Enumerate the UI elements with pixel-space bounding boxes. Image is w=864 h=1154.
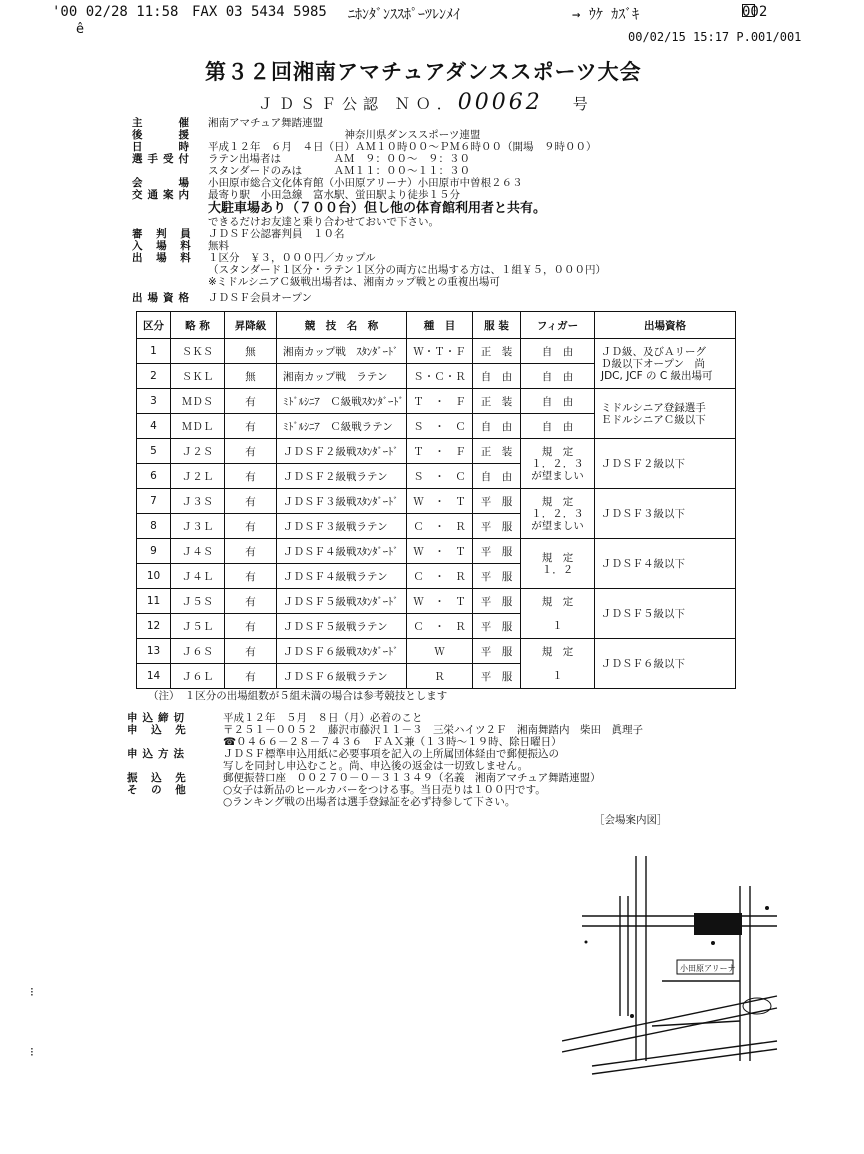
events-cell: Ｗ ・ Ｔ: [407, 489, 473, 514]
fax-recipient: → ｳｹ ｶｽﾞｷ: [572, 7, 640, 23]
events-cell: Ｗ・Ｔ・Ｆ: [407, 339, 473, 364]
events-cell: Ｓ ・ Ｃ: [407, 414, 473, 439]
code-cell: Ｊ６Ｌ: [171, 664, 225, 689]
fax-time: '00 02/28 11:58: [52, 4, 179, 20]
division-cell: 5: [137, 439, 171, 464]
info-row: 選手受付 ラテン出場者は ＡＭ ９：００～ ９：３０: [132, 153, 470, 165]
competition-name-cell: ﾐﾄﾞﾙｼﾆｱ Ｃ級戦ｽﾀﾝﾀﾞｰﾄﾞ: [277, 389, 407, 414]
margin-dots: ⁝: [30, 1045, 34, 1059]
table-row: [137, 439, 736, 464]
header-promotion: 昇降級: [225, 312, 277, 339]
dress-cell: 正 装: [473, 439, 521, 464]
events-cell: Ｗ: [407, 639, 473, 664]
info-row: 後 援 神奈川県ダンススポーツ連盟: [132, 129, 481, 141]
competition-table: [136, 311, 736, 689]
promotion-cell: 有: [225, 539, 277, 564]
competition-name-cell: ＪＤＳＦ５級戦ｽﾀﾝﾀﾞｰﾄﾞ: [277, 589, 407, 614]
app-row: 申込方法 ＪＤＳＦ標準申込用紙に必要事項を記入の上所属団体経由で郵便振込の: [127, 748, 559, 760]
header-competition-name: 競 技 名 称: [277, 312, 407, 339]
dress-cell: 平 服: [473, 489, 521, 514]
competition-name-cell: ＪＤＳＦ２級戦ラテン: [277, 464, 407, 489]
events-cell: Ｔ ・ Ｆ: [407, 439, 473, 464]
header-events: 種 目: [407, 312, 473, 339]
division-cell: 14: [137, 664, 171, 689]
code-cell: Ｊ５Ｓ: [171, 589, 225, 614]
dress-cell: 平 服: [473, 639, 521, 664]
app-row: 振 込 先 郵便振替口座 ００２７０－０－３１３４９（名義 湘南アマチュア舞踏連盟）: [127, 772, 601, 784]
app-row: 写しを同封し申込むこと。尚、申込後の返金は一切致しません。: [223, 760, 529, 772]
promotion-cell: 有: [225, 514, 277, 539]
code-cell: Ｊ３Ｓ: [171, 489, 225, 514]
jdsf-certification: [258, 90, 594, 115]
figure-cell: 自 由: [521, 389, 595, 414]
promotion-cell: 有: [225, 489, 277, 514]
fax-header-line: '00 02/28 11:58 FAX 03 5434 5985 ﾆﾎﾝﾀﾞﾝｽｽﾎﾟｰﾂﾚﾝﾒｲ → ｳｹ ｶｽﾞｷ 002: [52, 4, 768, 23]
promotion-cell: 有: [225, 564, 277, 589]
dress-cell: 正 装: [473, 339, 521, 364]
info-row: できるだけお友達と乗り合わせておいで下さい。: [208, 216, 439, 228]
arena-building-icon: [694, 913, 742, 935]
info-row: 審 判 員 ＪＤＳＦ公認審判員 １０名: [132, 228, 345, 240]
info-row: 出 場 料 １区分 ￥３，０００円／カップル: [132, 252, 376, 264]
jdsf-prefix: ＪＤＳＦ公認 ＮＯ．: [258, 95, 458, 113]
table-row: [137, 389, 736, 414]
promotion-cell: 有: [225, 664, 277, 689]
header-qualification: 出場資格: [595, 312, 736, 339]
qualification-cell: ＪＤＳＦ６級以下: [595, 639, 736, 689]
division-cell: 13: [137, 639, 171, 664]
app-row: そ の 他 ○女子は新品のヒールカバーをつける事。当日売りは１００円です。: [127, 784, 546, 796]
fax-header-line2: 00/02/15 15:17 P.001/001: [628, 30, 802, 44]
dress-cell: 平 服: [473, 564, 521, 589]
division-cell: 11: [137, 589, 171, 614]
division-cell: 8: [137, 514, 171, 539]
header-division: 区分: [137, 312, 171, 339]
figure-group-cell: 規 定 １: [521, 589, 595, 639]
events-cell: Ｗ ・ Ｔ: [407, 539, 473, 564]
dress-cell: 正 装: [473, 389, 521, 414]
code-cell: Ｊ２Ｓ: [171, 439, 225, 464]
dress-cell: 自 由: [473, 364, 521, 389]
events-cell: Ｔ ・ Ｆ: [407, 389, 473, 414]
competition-name-cell: ﾐﾄﾞﾙｼﾆｱ Ｃ級戦ラテン: [277, 414, 407, 439]
info-row: （スタンダード１区分・ラテン１区分の両方に出場する方は、１組￥５，０００円）: [208, 264, 607, 276]
competition-name-cell: ＪＤＳＦ３級戦ｽﾀﾝﾀﾞｰﾄﾞ: [277, 489, 407, 514]
competition-name-cell: ＪＤＳＦ４級戦ｽﾀﾝﾀﾞｰﾄﾞ: [277, 539, 407, 564]
code-cell: ＳＫＳ: [171, 339, 225, 364]
fax-number: FAX 03 5434 5985: [192, 4, 327, 20]
figure-group-cell: 規 定 １．２．３ が望ましい: [521, 439, 595, 489]
table-header-row: [137, 312, 736, 339]
promotion-cell: 有: [225, 389, 277, 414]
division-cell: 3: [137, 389, 171, 414]
division-cell: 2: [137, 364, 171, 389]
dress-cell: 平 服: [473, 664, 521, 689]
dress-cell: 平 服: [473, 539, 521, 564]
page-title: 第３２回湘南アマチュアダンススポーツ大会: [205, 60, 642, 84]
division-cell: 6: [137, 464, 171, 489]
event-info: [132, 117, 606, 304]
competition-name-cell: ＪＤＳＦ３級戦ラテン: [277, 514, 407, 539]
figure-cell: 自 由: [521, 339, 595, 364]
events-cell: Ｃ ・ Ｒ: [407, 614, 473, 639]
qualification-cell: ＪＤ級、及びＡリーグ Ｄ級以下オープン 尚 JDC, JCF の C 級出場可: [595, 339, 736, 389]
qualification-cell: ＪＤＳＦ５級以下: [595, 589, 736, 639]
division-cell: 9: [137, 539, 171, 564]
jdsf-suffix: 号: [572, 95, 594, 113]
app-row: ○ランキング戦の出場者は選手登録証を必ず持参して下さい。: [223, 796, 516, 808]
info-row: 会 場 小田原市総合文化体育館（小田原アリーナ）小田原市中曽根２６３: [132, 177, 523, 189]
dress-cell: 自 由: [473, 464, 521, 489]
promotion-cell: 有: [225, 439, 277, 464]
competition-name-cell: 湘南カップ戦 ラテン: [277, 364, 407, 389]
table-row: [137, 489, 736, 514]
app-row: 申 込 先 〒２５１－００５２ 藤沢市藤沢１１－３ 三栄ハイツ２Ｆ 湘南舞踏内 柴田 眞理子: [127, 724, 643, 736]
events-cell: Ｓ ・ Ｃ: [407, 464, 473, 489]
code-cell: Ｊ４Ｌ: [171, 564, 225, 589]
code-cell: ＳＫＬ: [171, 364, 225, 389]
figure-cell: 自 由: [521, 364, 595, 389]
application-info: [127, 712, 643, 808]
figure-cell: 自 由: [521, 414, 595, 439]
info-row: 日 時 平成１２年 ６月 ４日（日）ＡＭ１０時００～ＰＭ６時００（開場 ９時００）: [132, 141, 597, 153]
competition-name-cell: ＪＤＳＦ６級戦ｽﾀﾝﾀﾞｰﾄﾞ: [277, 639, 407, 664]
map-caption: ［会場案内図］: [594, 814, 668, 826]
promotion-cell: 有: [225, 414, 277, 439]
competition-name-cell: ＪＤＳＦ５級戦ラテン: [277, 614, 407, 639]
promotion-cell: 有: [225, 464, 277, 489]
division-cell: 10: [137, 564, 171, 589]
table-row: [137, 539, 736, 564]
table-row: [137, 339, 736, 364]
promotion-cell: 有: [225, 639, 277, 664]
division-cell: 7: [137, 489, 171, 514]
venue-map: [562, 816, 778, 1078]
competition-name-cell: 湘南カップ戦 ｽﾀﾝﾀﾞｰﾄﾞ: [277, 339, 407, 364]
code-cell: Ｊ２Ｌ: [171, 464, 225, 489]
info-row: 交通案内 最寄り駅 小田急線 富水駅、蛍田駅より徒歩１５分: [132, 189, 460, 201]
competition-name-cell: ＪＤＳＦ２級戦ｽﾀﾝﾀﾞｰﾄﾞ: [277, 439, 407, 464]
table-note: （注） １区分の出場組数が５組未満の場合は参考競技とします: [148, 690, 448, 702]
margin-dots: ⁝: [30, 985, 34, 999]
qualification-cell: ＪＤＳＦ４級以下: [595, 539, 736, 589]
figure-group-cell: 規 定 １．２．３ が望ましい: [521, 489, 595, 539]
table-row: [137, 589, 736, 614]
info-row: 主 催 湘南アマチュア舞踏連盟: [132, 117, 324, 129]
info-row: 大駐車場あり（７００台）但し他の体育館利用者と共有。: [208, 201, 547, 216]
dress-cell: 自 由: [473, 414, 521, 439]
info-row: ※ミドルシニアＣ級戦出場者は、湘南カップ戦との重複出場可: [208, 276, 500, 288]
app-row: 申込締切 平成１２年 ５月 ８日（月）必着のこと: [127, 712, 423, 724]
dress-cell: 平 服: [473, 514, 521, 539]
arena-label: 小田原アリーナ: [680, 964, 736, 973]
header-dress: 服 装: [473, 312, 521, 339]
promotion-cell: 有: [225, 614, 277, 639]
promotion-cell: 無: [225, 364, 277, 389]
code-cell: ＭＤＳ: [171, 389, 225, 414]
figure-group-cell: 規 定 １: [521, 639, 595, 689]
app-row: ☎０４６６－２８－７４３６ ＦＡＸ兼（１３時～１９時、除日曜日）: [223, 736, 562, 748]
qualification-cell: ミドルシニア登録選手 ＥドルシニアＣ級以下: [595, 389, 736, 439]
division-cell: 1: [137, 339, 171, 364]
info-row: 出場資格 ＪＤＳＦ会員オープン: [132, 292, 313, 304]
code-cell: ＭＤＬ: [171, 414, 225, 439]
code-cell: Ｊ４Ｓ: [171, 539, 225, 564]
header-figure: フィガー: [521, 312, 595, 339]
events-cell: Ｒ: [407, 664, 473, 689]
fax-sender: ﾆﾎﾝﾀﾞﾝｽｽﾎﾟｰﾂﾚﾝﾒｲ: [348, 7, 460, 23]
events-cell: Ｓ・Ｃ・Ｒ: [407, 364, 473, 389]
promotion-cell: 無: [225, 339, 277, 364]
competition-name-cell: ＪＤＳＦ４級戦ラテン: [277, 564, 407, 589]
jdsf-number: 00062: [457, 90, 543, 115]
code-cell: Ｊ３Ｌ: [171, 514, 225, 539]
table-row: [137, 639, 736, 664]
code-cell: Ｊ５Ｌ: [171, 614, 225, 639]
qualification-cell: ＪＤＳＦ２級以下: [595, 439, 736, 489]
events-cell: Ｗ ・ Ｔ: [407, 589, 473, 614]
code-cell: Ｊ６Ｓ: [171, 639, 225, 664]
dress-cell: 平 服: [473, 589, 521, 614]
figure-group-cell: 規 定 １．２: [521, 539, 595, 589]
table-body: [137, 339, 736, 689]
division-cell: 4: [137, 414, 171, 439]
header-code: 略 称: [171, 312, 225, 339]
events-cell: Ｃ ・ Ｒ: [407, 514, 473, 539]
promotion-cell: 有: [225, 589, 277, 614]
division-cell: 12: [137, 614, 171, 639]
qualification-cell: ＪＤＳＦ３級以下: [595, 489, 736, 539]
dress-cell: 平 服: [473, 614, 521, 639]
competition-name-cell: ＪＤＳＦ６級戦ラテン: [277, 664, 407, 689]
events-cell: Ｃ ・ Ｒ: [407, 564, 473, 589]
info-row: 入 場 料 無料: [132, 240, 229, 252]
info-row: スタンダードのみは ＡＭ１１：００～１１：３０: [208, 165, 471, 177]
fax-mark: ê: [76, 22, 84, 37]
